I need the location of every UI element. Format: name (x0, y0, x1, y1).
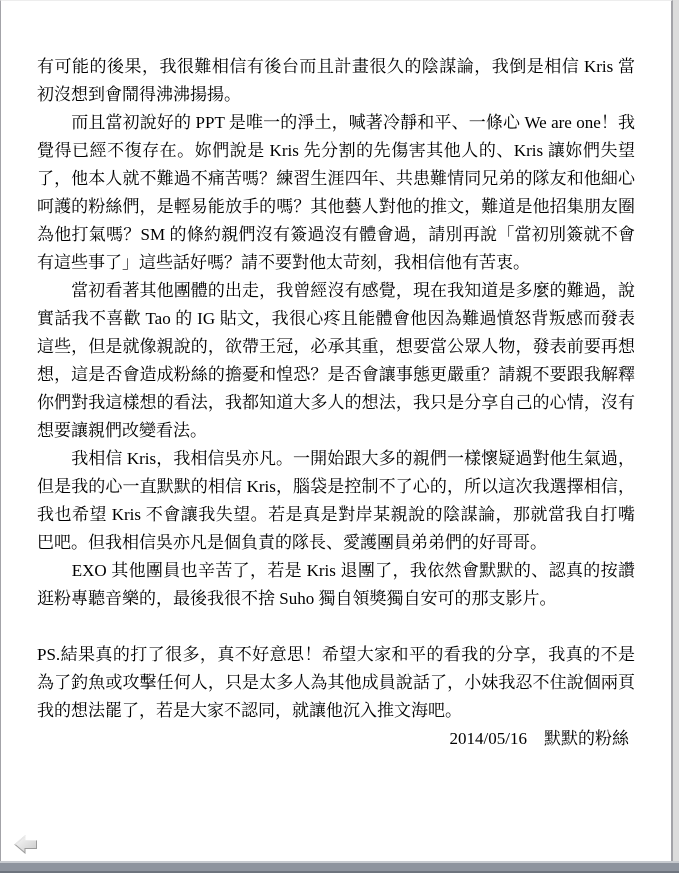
paragraph: 而且當初說好的 PPT 是唯一的淨土，喊著冷靜和平、一條心 We are one！我覺得已經不復存在。妳們說是 Kris 先分割的先傷害其他人的、Kris 讓妳們失望了，他本人就不難過不痛苦嗎？練習生涯四年、共患難情同兄弟的隊友和他細心呵護的粉絲們，是輕易能放手的嗎？其他藝人對他的推文，難道是他招集朋友圈為他打氣嗎？SM 的條約親們沒有簽過沒有體會過，請別再說「當初別簽就不會有這些事了」這些話好嗎？請不要對他太苛刻，我相信他有苦衷。 (37, 113, 635, 272)
signature-line: 2014/05/16 默默的粉絲 (449, 729, 629, 748)
paragraph: 當初看著其他團體的出走，我曾經沒有感覺，現在我知道是多麼的難過，說實話我不喜歡 Tao 的 IG 貼文，我很心疼且能體會他因為難過憤怒背叛感而發表這些，但是就像親說的，欲帶王冠，必承其重，想要當公眾人物，發表前要再想想，這是否會造成粉絲的擔憂和惶恐？是否會讓事態更嚴重？請親不要跟我解釋你們對我這樣想的看法，我都知道大多人的想法，我只是分享自己的心情，沒有想要讓親們改變看法。 (37, 281, 635, 440)
window-edge (675, 0, 679, 873)
paragraph-ps: PS.結果真的打了很多，真不好意思！希望大家和平的看我的分享，我真的不是為了釣魚或攻擊任何人，只是太多人為其他成員說話了，小妹我忍不住說個兩頁我的想法罷了，若是大家不認同，就讓他沉入推文海吧。 (37, 645, 635, 720)
paragraph: EXO 其他團員也辛苦了，若是 Kris 退團了，我依然會默默的、認真的按讚逛粉專聽音樂的，最後我很不捨 Suho 獨自領獎獨自安可的那支影片。 (37, 561, 635, 608)
paragraph: 有可能的後果，我很難相信有後台而且計畫很久的陰謀論，我倒是相信 Kris 當初沒想到會鬧得沸沸揚揚。 (37, 57, 635, 104)
back-arrow-icon (14, 835, 38, 854)
previous-page-button[interactable] (14, 835, 38, 854)
horizontal-scrollbar[interactable] (0, 861, 679, 873)
paragraph: 我相信 Kris，我相信吳亦凡。一開始跟大多的親們一樣懷疑過對他生氣過，但是我的心一直默默的相信 Kris，腦袋是控制不了心的，所以這次我選擇相信，我也希望 Kris 不會讓我失望。若是真是對岸某親說的陰謀論，那就當我自打嘴巴吧。但我相信吳亦凡是個負責的隊長、愛護團員弟弟們的好哥哥。 (37, 449, 635, 552)
letter-body (1, 1, 671, 753)
